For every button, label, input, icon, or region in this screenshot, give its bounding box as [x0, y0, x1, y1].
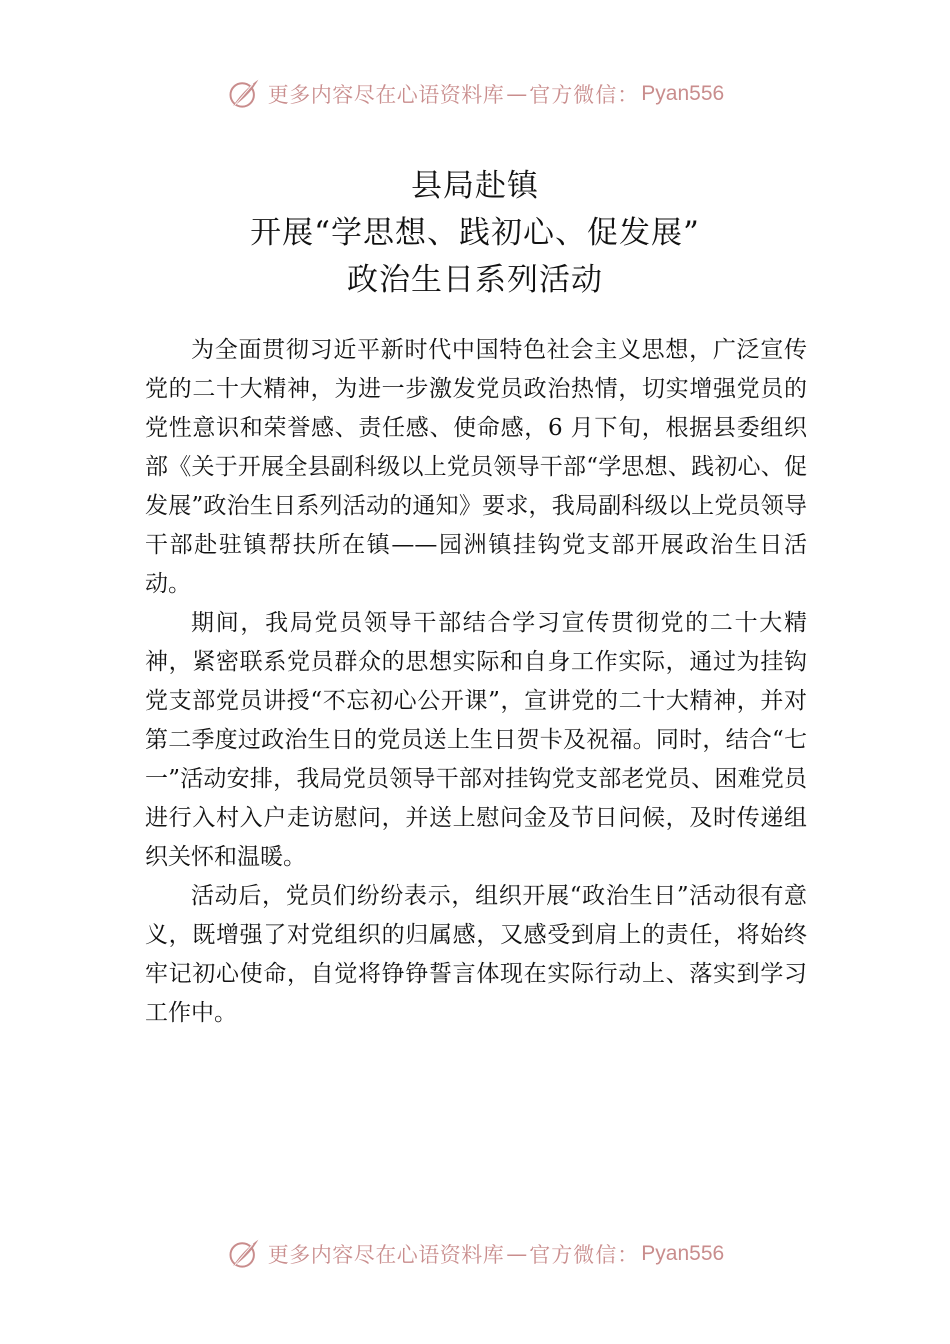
- document-title: [0, 163, 950, 304]
- feather-logo-icon: [226, 1236, 262, 1272]
- paragraph-3: 活动后，党员们纷纷表示，组织开展“政治生日”活动很有意义，既增强了对党组织的归属感，又感受到肩上的责任，将始终牢记初心使命，自觉将铮铮誓言体现在实际行动上、落实到学习工作中。: [145, 883, 807, 1026]
- paragraph-2: 期间，我局党员领导干部结合学习宣传贯彻党的二十大精神，紧密联系党员群众的思想实际和自身工作实际，通过为挂钩党支部党员讲授“不忘初心公开课”，宣讲党的二十大精神，并对第二季度过政治生日的党员送上生日贺卡及祝福。同时，结合“七一”活动安排，我局党员领导干部对挂钩党支部老党员、困难党员进行入村入户走访慰问，并送上慰问金及节日问候，及时传递组织关怀和温暖。: [145, 610, 807, 870]
- watermark-site-text: 更多内容尽在心语资料库: [267, 1243, 505, 1267]
- title-line-3: 政治生日系列活动: [347, 262, 603, 298]
- watermark-dash: —: [506, 82, 528, 106]
- watermark-wechat-id: Pyan556: [641, 82, 725, 105]
- document-body: [145, 331, 807, 1033]
- watermark-dash: —: [506, 1242, 528, 1266]
- watermark-label: 官方微信：: [529, 1243, 640, 1267]
- watermark-label: 官方微信：: [529, 83, 640, 107]
- watermark-site-text: 更多内容尽在心语资料库: [267, 83, 505, 107]
- paragraph-1: 为全面贯彻习近平新时代中国特色社会主义思想，广泛宣传党的二十大精神，为进一步激发党员政治热情，切实增强党员的党性意识和荣誉感、责任感、使命感，6 月下旬，根据县委组织部《关于开展全县副科级以上党员领导干部“学思想、践初心、促发展”政治生日系列活动的通知》要求，我局副科级以上党员领导干部赴驻镇帮扶所在镇——园洲镇挂钩党支部开展政治生日活动。: [145, 337, 807, 597]
- title-line-1: 县局赴镇: [411, 168, 539, 204]
- footer-watermark: [0, 1234, 950, 1274]
- feather-logo-icon: [226, 76, 262, 112]
- header-watermark: [0, 74, 950, 114]
- watermark-wechat-id: Pyan556: [641, 1242, 725, 1265]
- title-line-2: 开展“学思想、践初心、促发展”: [250, 215, 700, 251]
